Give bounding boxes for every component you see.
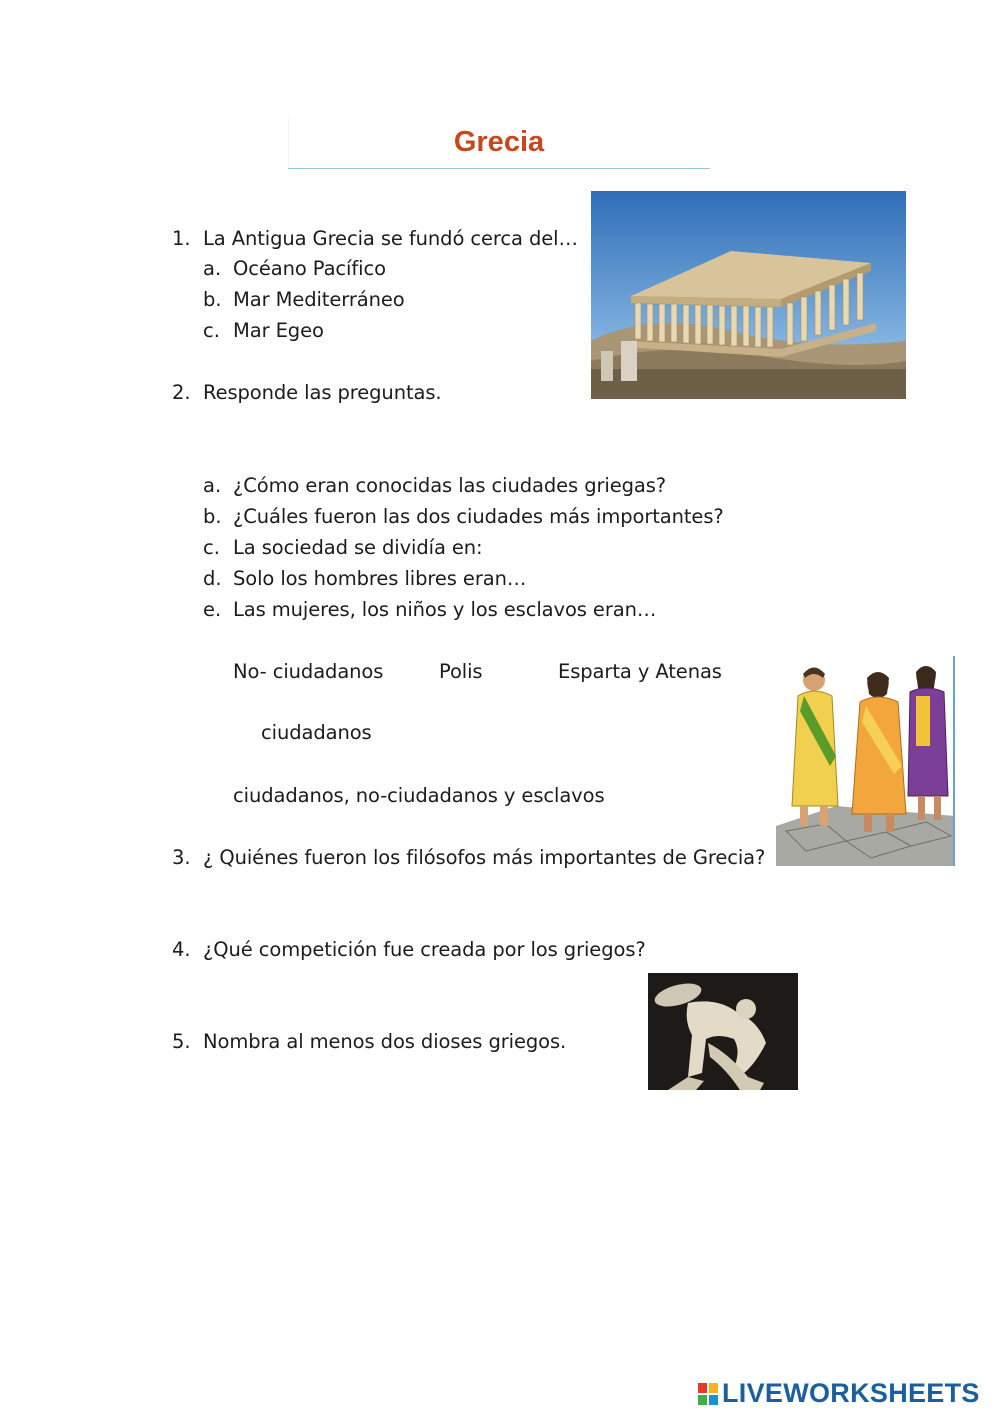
q3-text: ¿ Quiénes fueron los filósofos más importantes de Grecia? xyxy=(203,846,766,869)
page-title: Grecia xyxy=(453,126,545,158)
q2-item-d-letter: d. xyxy=(203,567,222,590)
q1-number: 1. xyxy=(172,227,191,250)
q2-item-a-letter: a. xyxy=(203,474,222,497)
q1-option-a[interactable]: Océano Pacífico xyxy=(233,257,386,280)
q1-option-b[interactable]: Mar Mediterráneo xyxy=(233,288,405,311)
discobolus-image xyxy=(648,973,798,1090)
q2-number: 2. xyxy=(172,381,191,404)
title-underline xyxy=(288,168,710,169)
q2-text: Responde las preguntas. xyxy=(203,381,442,404)
q1-option-c-letter: c. xyxy=(203,319,220,342)
q1-text: La Antigua Grecia se fundó cerca del… xyxy=(203,227,578,250)
logo-square-3 xyxy=(697,1394,708,1406)
word-bank-polis[interactable]: Polis xyxy=(439,660,483,683)
word-bank-ciudadanos[interactable]: ciudadanos xyxy=(261,721,372,744)
q3-number: 3. xyxy=(172,846,191,869)
logo-square-4 xyxy=(708,1394,719,1406)
q2-item-b: ¿Cuáles fueron las dos ciudades más importantes? xyxy=(233,505,724,528)
logo-square-2 xyxy=(708,1382,719,1394)
q5-text: Nombra al menos dos dioses griegos. xyxy=(203,1030,567,1053)
q4-text: ¿Qué competición fue creada por los griegos? xyxy=(203,938,646,961)
word-bank-social-classes[interactable]: ciudadanos, no-ciudadanos y esclavos xyxy=(233,784,605,807)
word-bank-no-ciudadanos[interactable]: No- ciudadanos xyxy=(233,660,384,683)
liveworksheets-logo xyxy=(697,1378,980,1409)
parthenon-image xyxy=(591,191,906,399)
q2-item-d: Solo los hombres libres eran… xyxy=(233,567,527,590)
q2-item-c-letter: c. xyxy=(203,536,220,559)
q4-number: 4. xyxy=(172,938,191,961)
greek-citizens-image xyxy=(776,656,955,866)
word-bank-esparta-atenas[interactable]: Esparta y Atenas xyxy=(558,660,722,683)
q1-option-c[interactable]: Mar Egeo xyxy=(233,319,324,342)
q2-item-e-letter: e. xyxy=(203,598,222,621)
logo-square-1 xyxy=(697,1382,708,1394)
q5-number: 5. xyxy=(172,1030,191,1053)
liveworksheets-brand: LIVEWORKSHEETS xyxy=(722,1378,980,1408)
q2-item-e: Las mujeres, los niños y los esclavos eran… xyxy=(233,598,657,621)
q1-option-b-letter: b. xyxy=(203,288,222,311)
liveworksheets-logo-icon xyxy=(697,1382,719,1406)
q1-option-a-letter: a. xyxy=(203,257,222,280)
q2-item-a: ¿Cómo eran conocidas las ciudades griegas? xyxy=(233,474,667,497)
q2-item-b-letter: b. xyxy=(203,505,222,528)
q2-item-c: La sociedad se dividía en: xyxy=(233,536,483,559)
